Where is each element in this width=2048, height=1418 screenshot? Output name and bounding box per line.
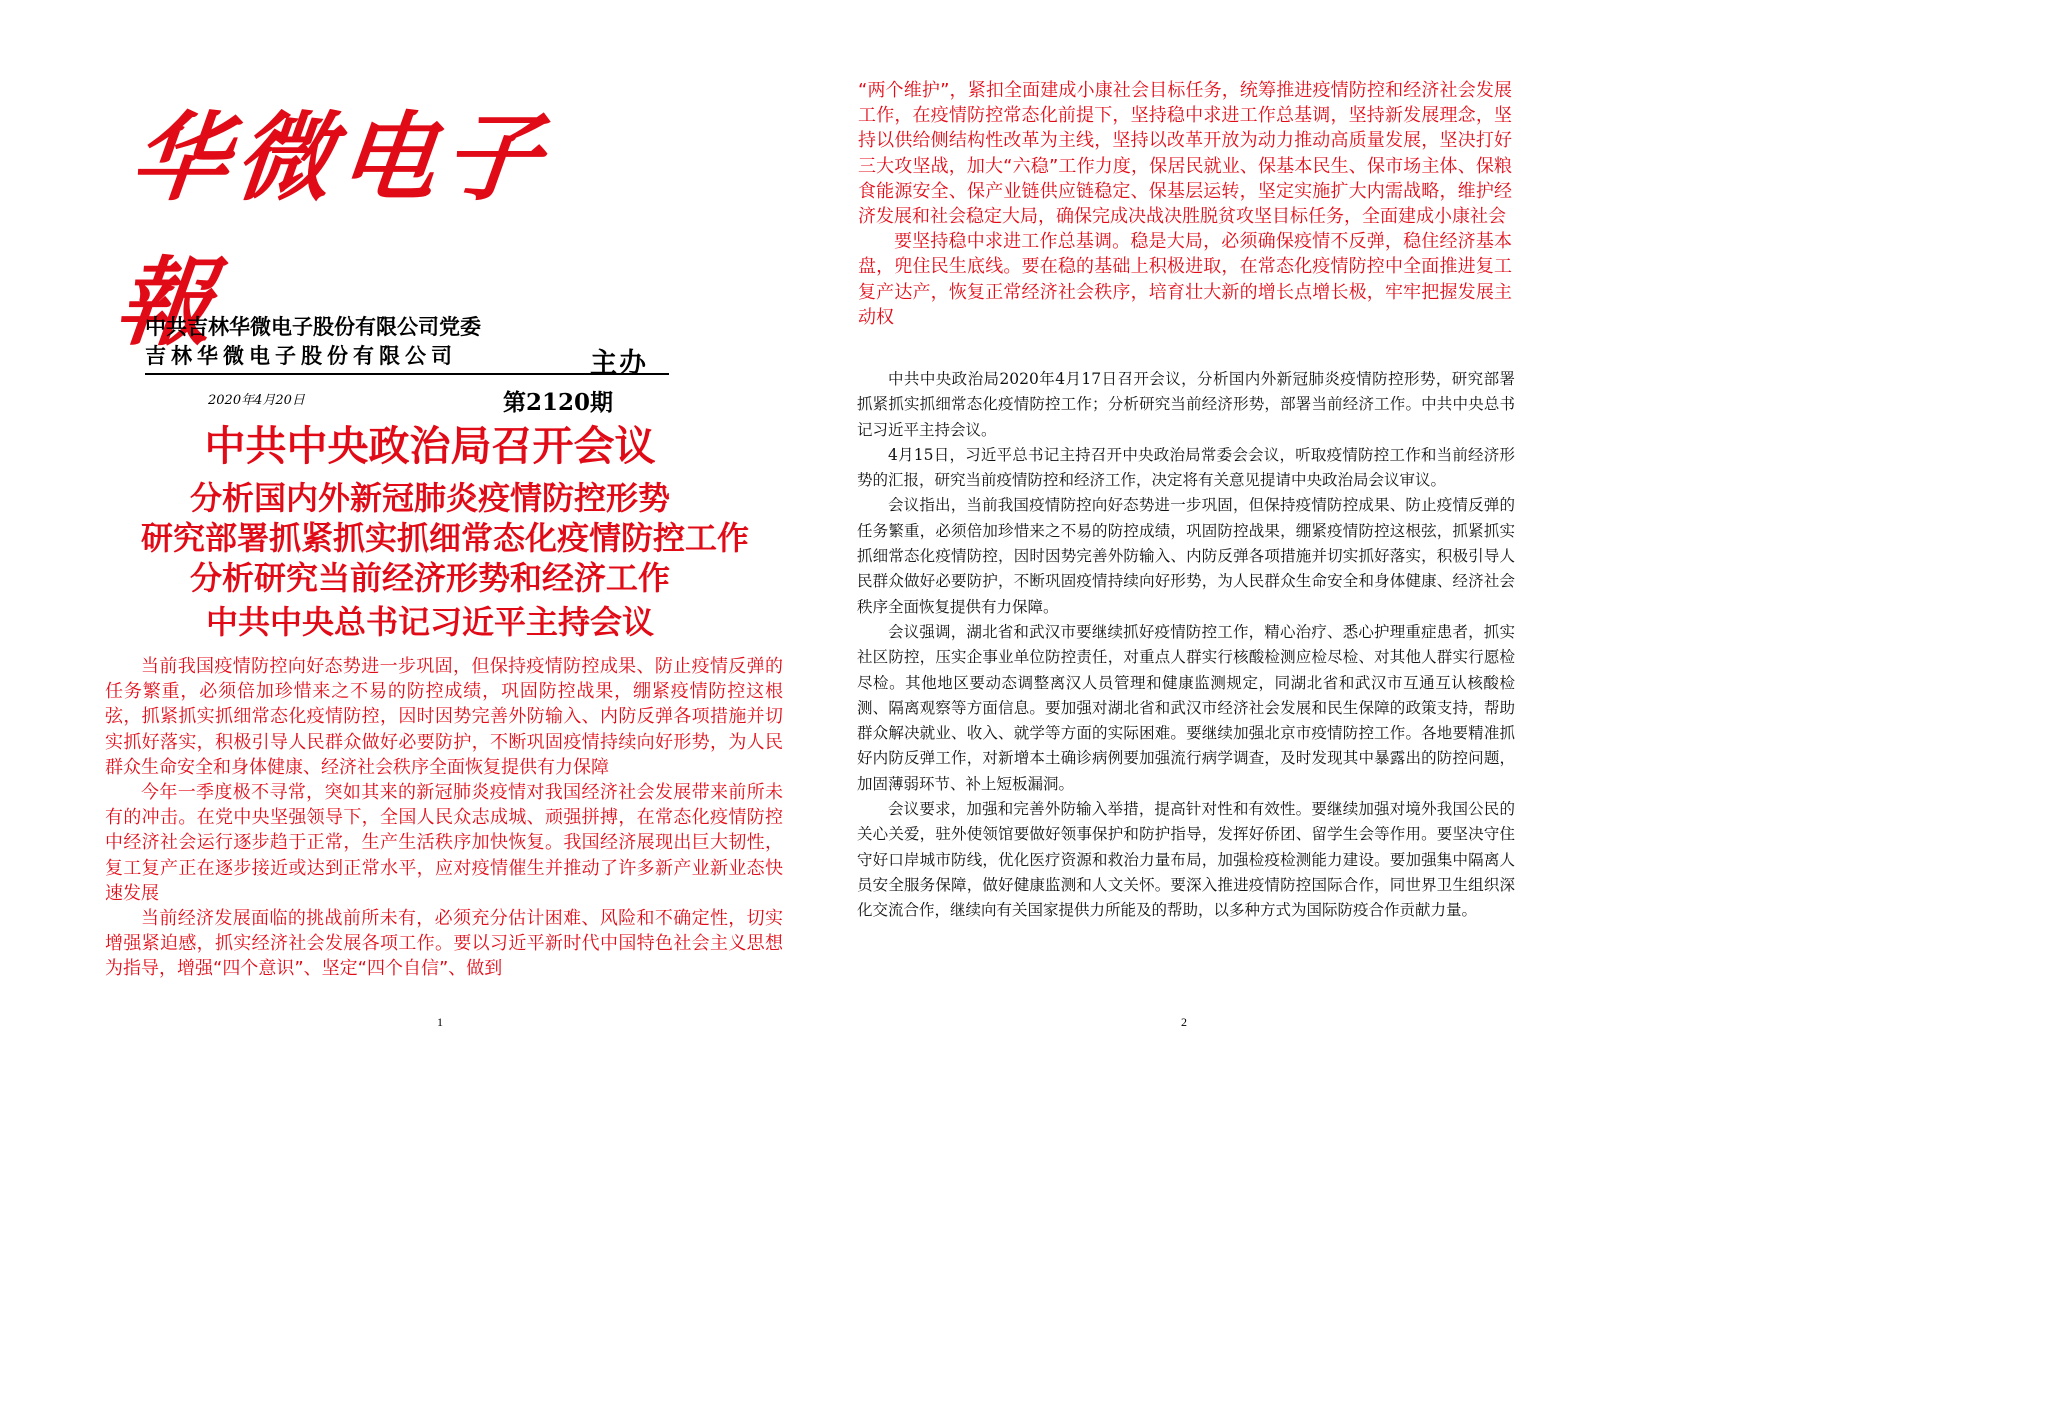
sub-headline-2: 研究部署抓紧抓实抓细常态化疫情防控工作	[140, 519, 749, 557]
sub-headline-3: 分析研究当前经济形势和经济工作	[189, 559, 670, 597]
sub-headline-4: 中共中央总书记习近平主持会议	[205, 603, 654, 641]
body-paragraph: 要坚持稳中求进工作总基调。稳是大局，必须确保疫情不反弹，稳住经济基本盘，兜住民生底线。要在稳的基础上积极进取，在常态化疫情防控中全面推进复工复产达产，恢复正常经济社会秩序，培育壮大新的增长点增长极，牢牢把握发展主动权	[858, 231, 1512, 328]
issue-date: 2020年4月20日	[208, 393, 305, 408]
page-number-right: 2	[1181, 1015, 1187, 1029]
publisher-party-committee: 中共吉林华微电子股份有限公司党委	[145, 315, 481, 339]
sub-headline-1: 分析国内外新冠肺炎疫情防控形势	[189, 479, 670, 517]
body-paragraph: 当前经济发展面临的挑战前所未有，必须充分估计困难、风险和不确定性，切实增强紧迫感，抓实经济社会发展各项工作。要以习近平新时代中国特色社会主义思想为指导，增强“四个意识”、坚定“四个自信”、做到	[105, 908, 783, 980]
body-paragraph: 4月15日，习近平总书记主持召开中央政治局常委会会议，听取疫情防控工作和当前经济形势的汇报，研究当前疫情防控和经济工作，决定将有关意见提请中央政治局会议审议。	[857, 445, 1515, 490]
right-black-text	[857, 367, 1515, 924]
left-body-text	[105, 654, 783, 1014]
body-paragraph: 今年一季度极不寻常，突如其来的新冠肺炎疫情对我国经济社会发展带来前所未有的冲击。在党中央坚强领导下，全国人民众志成城、顽强拼搏，在常态化疫情防控中经济社会运行逐步趋于正常，生产生活秩序加快恢复。我国经济展现出巨大韧性，复工复产正在逐步接近或达到正常水平，应对疫情催生并推动了许多新产业新业态快速发展	[105, 782, 783, 904]
body-paragraph: 中共中央政治局2020年4月17日召开会议，分析国内外新冠肺炎疫情防控形势，研究部署抓紧抓实抓细常态化疫情防控工作；分析研究当前经济形势，部署当前经济工作。中共中央总书记习近平主持会议。	[857, 370, 1515, 439]
body-paragraph: 会议要求，加强和完善外防输入举措，提高针对性和有效性。要继续加强对境外我国公民的关心关爱，驻外使领馆要做好领事保护和防护指导，发挥好侨团、留学生会等作用。要坚决守住守好口岸城市防线，优化医疗资源和救治力量布局，加强检疫检测能力建设。要加强集中隔离人员安全服务保障，做好健康监测和人文关怀。要深入推进疫情防控国际合作，同世界卫生组织深化交流合作，继续向有关国家提供力所能及的帮助，以多种方式为国际防疫合作贡献力量。	[857, 800, 1515, 920]
page-number-left: 1	[437, 1015, 443, 1029]
body-paragraph: 会议强调，湖北省和武汉市要继续抓好疫情防控工作，精心治疗、悉心护理重症患者，抓实社区防控，压实企事业单位防控责任，对重点人群实行核酸检测应检尽检、对其他人群实行愿检尽检。其他地区要动态调整离汉人员管理和健康监测规定，同湖北省和武汉市互通互认核酸检测、隔离观察等方面信息。要加强对湖北省和武汉市经济社会发展和民生保障的政策支持，帮助群众解决就业、收入、就学等方面的实际困难。要继续加强北京市疫情防控工作。各地要精准抓好内防反弹工作，对新增本土确诊病例要加强流行病学调查，及时发现其中暴露出的防控问题，加固薄弱环节、补上短板漏洞。	[857, 622, 1515, 793]
right-red-text	[858, 78, 1512, 330]
publisher-rule	[145, 373, 669, 375]
body-paragraph: “两个维护”，紧扣全面建成小康社会目标任务，统筹推进疫情防控和经济社会发展工作，在疫情防控常态化前提下，坚持稳中求进工作总基调，坚持新发展理念，坚持以供给侧结构性改革为主线，坚持以改革开放为动力推动高质量发展，坚决打好三大攻坚战，加大“六稳”工作力度，保居民就业、保基本民生、保市场主体、保粮食能源安全、保产业链供应链稳定、保基层运转，坚定实施扩大内需战略，维护经济发展和社会稳定大局，确保完成决战决胜脱贫攻坚目标任务，全面建成小康社会	[858, 80, 1512, 228]
publisher-block	[145, 313, 675, 379]
publisher-company: 吉林华微电子股份有限公司	[145, 344, 457, 368]
issue-number: 第2120期	[503, 389, 614, 416]
main-headline: 中共中央政治局召开会议	[204, 422, 656, 470]
body-paragraph: 会议指出，当前我国疫情防控向好态势进一步巩固，但保持疫情防控成果、防止疫情反弹的任务繁重，必须倍加珍惜来之不易的防控成绩，巩固防控战果，绷紧疫情防控这根弦，抓紧抓实抓细常态化疫情防控，因时因势完善外防输入、内防反弹各项措施并切实抓好落实，积极引导人民群众做好必要防护，不断巩固疫情持续向好形势，为人民群众生命安全和身体健康、经济社会秩序全面恢复提供有力保障。	[857, 496, 1515, 616]
host-label: 主办	[590, 348, 648, 379]
body-paragraph: 当前我国疫情防控向好态势进一步巩固，但保持疫情防控成果、防止疫情反弹的任务繁重，必须倍加珍惜来之不易的防控成绩，巩固防控战果，绷紧疫情防控这根弦，抓紧抓实抓细常态化疫情防控，因时因势完善外防输入、内防反弹各项措施并切实抓好落实，积极引导人民群众做好必要防护，不断巩固疫情持续向好形势，为人民群众生命安全和身体健康、经济社会秩序全面恢复提供有力保障	[105, 656, 783, 778]
issue-line	[208, 384, 678, 414]
masthead-logo: 华微电子報	[110, 101, 554, 359]
